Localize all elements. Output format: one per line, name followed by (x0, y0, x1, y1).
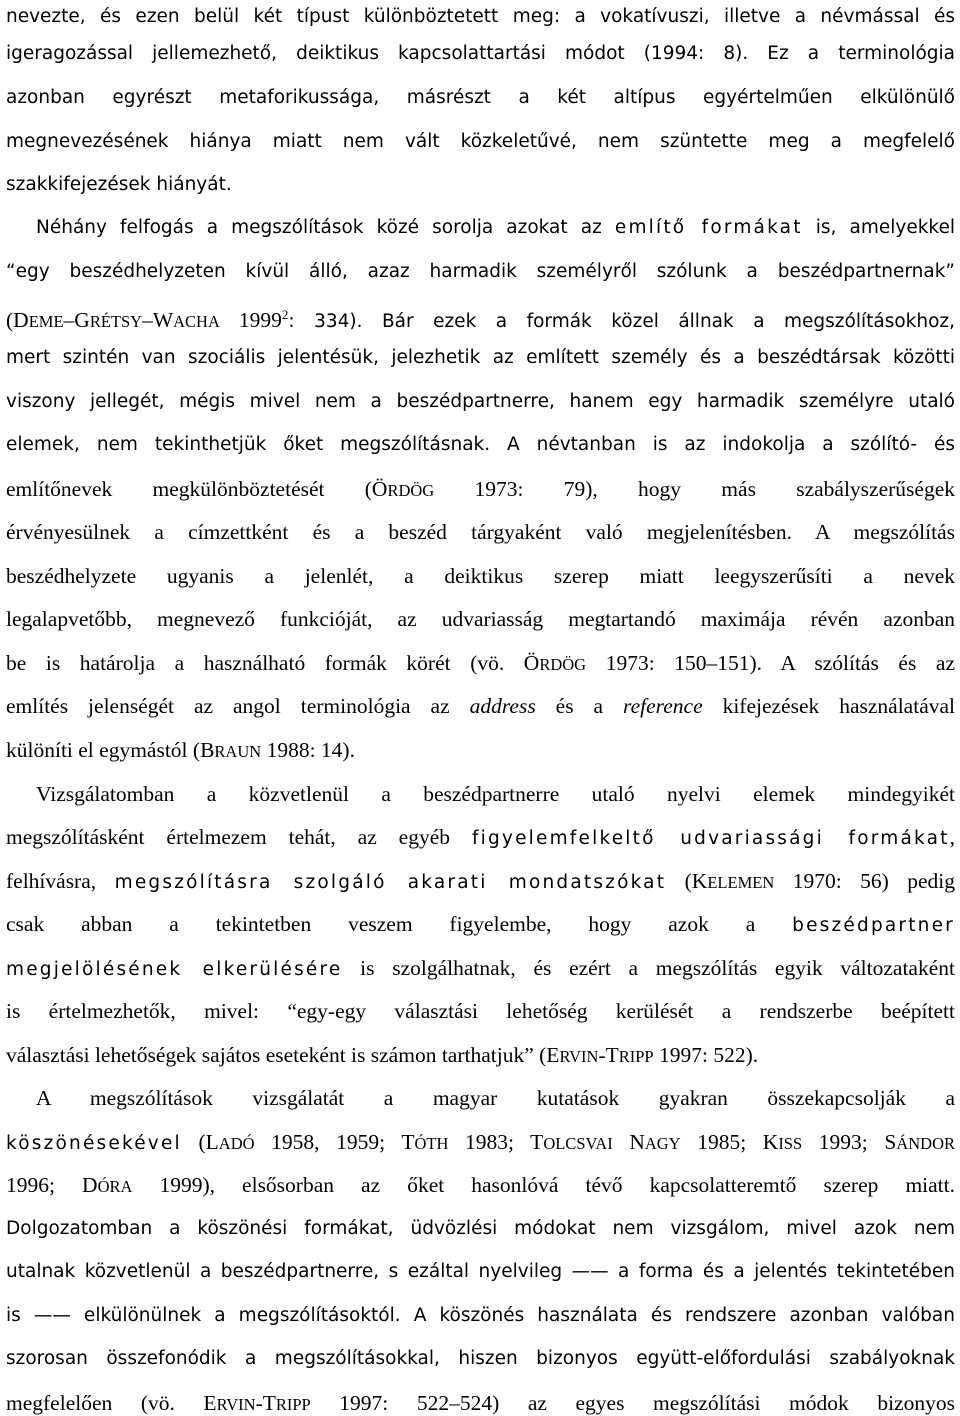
text-segment: 1970: 56) pedig (774, 869, 956, 893)
text-segment: Dolgozatomban a köszönési formákat, üdvözlési módokat nem vizsgálom, mivel azok nem (6, 1218, 955, 1239)
text-segment: figyelemfelkeltő udvariassági formákat (471, 828, 950, 849)
text-segment: 1973: 79), hogy más szabályszerűségek (434, 477, 955, 501)
text-line (36, 215, 955, 241)
text-segment: 1973: 150–151). A szólítás és az (586, 651, 955, 675)
text-line (6, 563, 955, 589)
text-segment: utalnak közvetlenül a beszédpartnerre, s ezáltal nyelvileg —— a forma és a jelentés tekintetében (6, 1261, 955, 1282)
author-name-smallcaps: ELEMEN (707, 873, 775, 892)
text-line (6, 1042, 955, 1068)
text-segment: viszony jellegét, mégis mivel nem a beszédpartnerre, hanem egy harmadik személyre utaló (6, 391, 955, 412)
text-segment: is —— elkülönülnek a megszólításoktól. A köszönés használata és rendszere azonban valóban (6, 1305, 955, 1326)
text-segment: beszédhelyzete ugyanis a jelenlét, a deiktikus szerep miatt leegyszerűsíti a nevek (6, 564, 955, 588)
text-segment: 1985; K (680, 1130, 779, 1154)
text-line (6, 650, 955, 676)
text-segment: 1999 (219, 308, 282, 332)
text-line (6, 129, 955, 155)
text-line (6, 693, 955, 719)
text-line (6, 172, 955, 198)
text-line (6, 998, 955, 1024)
text-line (6, 955, 955, 981)
text-segment: választási lehetőségek sajátos eseteként is számon tarthatjuk” (E (6, 1043, 560, 1067)
text-segment: megfelelően (vö. E (6, 1391, 217, 1415)
author-name-smallcaps: RIPP (275, 1395, 311, 1414)
text-line (6, 1172, 955, 1198)
text-segment: 1999), elsősorban az őket hasonlóvá tévő kapcsolatteremtő szerep miatt. (132, 1173, 956, 1197)
author-name-smallcaps: ADÓ (218, 1134, 255, 1153)
text-segment: megnevezésének hiánya miatt nem vált közkeletűvé, nem szüntette meg a megfelelő (6, 131, 955, 152)
author-name-smallcaps: RDÖG (539, 655, 587, 674)
text-segment: említőnevek megkülönböztetését (Ö (6, 477, 388, 501)
text-segment: szorosan összefonódik a megszólításokkal, hiszen bizonyos együtt-előfordulási szabályoknak (6, 1348, 955, 1369)
text-segment: be is határolja a használható formák körét (vö. Ö (6, 651, 540, 675)
text-segment: 1997: 522). (653, 1043, 759, 1067)
text-segment: megszólításként értelmezem tehát, az egyéb (6, 825, 472, 849)
text-segment: legalapvetőbb, megnevező funkcióját, az udvariasság megtartandó maximája révén azonban (6, 607, 955, 631)
text-segment: kifejezések használatával (702, 694, 956, 718)
italic-term: reference (623, 694, 703, 718)
text-segment: azonban egyrészt metaforikussága, másrészt a két altípus egyértelműen elkülönülő (6, 87, 955, 108)
text-segment: , (949, 825, 955, 849)
text-segment: N (612, 1130, 645, 1154)
text-line (6, 389, 955, 415)
text-line (6, 1303, 955, 1329)
author-name-smallcaps: ÓTH (414, 1134, 449, 1153)
author-name-smallcaps: OLCSVAI (543, 1134, 613, 1153)
superscript: 2 (281, 307, 289, 322)
text-segment: “egy beszédhelyzeten kívül álló, azaz harmadik személyről szólunk a beszédpartnernak” (6, 261, 955, 282)
text-segment: szakkifejezések hiányát. (6, 174, 232, 195)
text-segment: is értelmezhetők, mivel: “egy-egy választási lehetőség kerülését a rendszerbe beépített (6, 999, 955, 1023)
text-segment: 1996; D (6, 1173, 98, 1197)
text-line (6, 4, 955, 30)
text-line (6, 519, 955, 545)
text-segment: különíti el egymástól (B (6, 738, 215, 762)
author-name-smallcaps: ISS (778, 1134, 803, 1153)
text-segment: és a (535, 694, 624, 718)
text-line (6, 476, 955, 502)
text-segment: : 334). Bár ezek a formák közel állnak a megszólításokhoz, (288, 311, 956, 332)
author-name-smallcaps: AGY (644, 1134, 681, 1153)
text-line (6, 41, 955, 67)
text-segment: -T (598, 1043, 619, 1067)
author-name-smallcaps: EME (28, 312, 64, 331)
text-segment: 1958, 1959; T (254, 1130, 415, 1154)
text-line (6, 432, 955, 458)
author-name-smallcaps: RVIN (216, 1395, 256, 1414)
text-segment: 1997: 522–524) az egyes megszólítási módok bizonyos (310, 1391, 955, 1415)
text-segment: (K (666, 869, 708, 893)
text-segment: –G (63, 308, 90, 332)
text-segment: érvényesülnek a címzettként és a beszéd tárgyaként való megjelenítésben. A megszólítás (6, 520, 955, 544)
text-segment: Vizsgálatomban a közvetlenül a beszédpartnerre utaló nyelvi elemek mindegyikét (36, 782, 955, 806)
text-segment: -T (255, 1391, 276, 1415)
text-line (6, 1390, 955, 1416)
text-segment: 1993; S (802, 1130, 897, 1154)
text-segment: igeragozással jellemezhető, deiktikus kapcsolattartási módot (1994: 8). Ez a terminológia (6, 43, 955, 64)
text-line (6, 606, 955, 632)
text-segment: 1988: 14). (261, 738, 355, 762)
author-name-smallcaps: RVIN (559, 1047, 599, 1066)
text-segment: –W (142, 308, 174, 332)
text-segment: megjelölésének elkerülésére (6, 959, 343, 980)
author-name-smallcaps: RDÖG (387, 481, 435, 500)
text-line (6, 1346, 955, 1372)
text-line (6, 259, 955, 285)
text-line (6, 737, 955, 763)
text-segment: Néhány felfogás a megszólítások közé sorolja azokat az (36, 217, 615, 238)
text-segment: (L (181, 1130, 219, 1154)
text-line (36, 781, 955, 807)
text-segment: mert szintén van szociális jelentésük, jelezhetik az említett személy és a beszédtársak közötti (6, 347, 955, 368)
text-line (6, 911, 955, 937)
text-segment: említő formákat (614, 217, 803, 238)
text-segment: köszönésekével (6, 1133, 182, 1154)
text-line (6, 345, 955, 371)
text-segment: is szolgálhatnak, és ezért a megszólítás egyik változataként (342, 956, 955, 980)
text-segment: felhívásra, (6, 869, 115, 893)
text-line (6, 824, 955, 850)
author-name-smallcaps: RÉTSY (89, 312, 143, 331)
author-name-smallcaps: ACHA (173, 312, 220, 331)
text-line (6, 1129, 955, 1155)
text-segment: csak abban a tekintetben veszem figyelembe, hogy azok a (6, 912, 793, 936)
text-segment: is, amelyekkel (802, 217, 955, 238)
author-name-smallcaps: ÓRA (97, 1177, 133, 1196)
text-segment: nevezte, és ezen belül két típust különböztetett meg: a vokatívuszi, illetve a névmással és (6, 6, 955, 27)
author-name-smallcaps: RAUN (214, 742, 262, 761)
text-line (6, 1216, 955, 1242)
text-segment: említés jelenségét az angol terminológia az (6, 694, 470, 718)
text-line (6, 302, 956, 332)
text-segment: megszólításra szolgáló akarati mondatszókat (114, 872, 667, 893)
text-segment: A megszólítások vizsgálatát a magyar kutatások gyakran összekapcsolják a (36, 1086, 955, 1110)
text-line (6, 868, 955, 894)
text-segment: beszédpartner (792, 915, 955, 936)
text-segment: 1983; T (448, 1130, 544, 1154)
text-line (6, 85, 955, 111)
italic-term: address (469, 694, 536, 718)
author-name-smallcaps: RIPP (618, 1047, 654, 1066)
text-line (6, 1259, 955, 1285)
author-name-smallcaps: ÁNDOR (896, 1134, 955, 1153)
text-segment: (D (6, 308, 29, 332)
text-segment: elemek, nem tekinthetjük őket megszólításnak. A névtanban is az indokolja a szólító- és (6, 434, 955, 455)
text-line (36, 1085, 955, 1111)
